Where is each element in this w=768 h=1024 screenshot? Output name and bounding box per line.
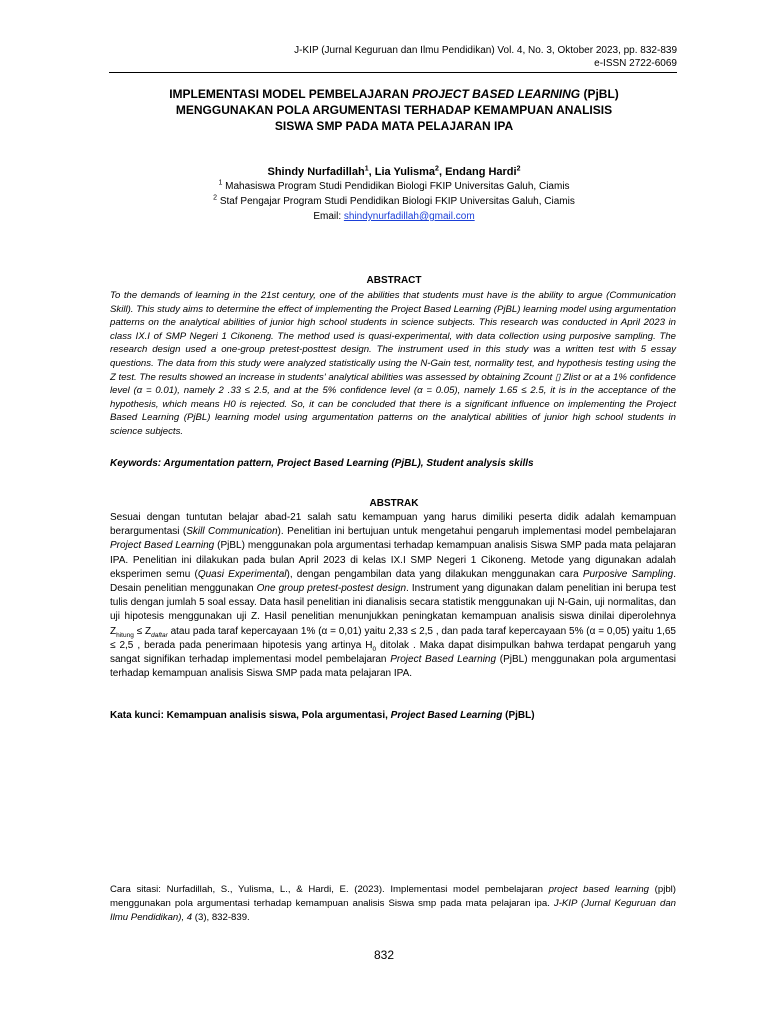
affiliation-2: $^2$ Staf Pengajar Program Studi Pendidikan Biologi FKIP Universitas Galuh, Ciamis <box>213 194 575 207</box>
keywords-english: Keywords: Argumentation pattern, Project Based Learning (PjBL), Student analysis skills <box>110 458 534 469</box>
email-link[interactable]: shindynurfadillah@gmail.com <box>343 211 475 222</box>
abstract-english: To the demands of learning in the 21st century, one of the abilities that students must have is the ability to argue (Communication Skill). This study aims to determine the effect of implementing the Project Based Learning (PjBL) learning model using argumentation patterns on the analytical abilities of junior high school students in science subjects. This research was conducted in April 2023 in class IX.I of SMP Negeri 1 Cikoneng. The method used is quasi-experimental, with data collection using purposive sampling. The research design used a one-group pretest-posttest design. The instrument used in this study was a written test with 5 essay questions. The data from this study were analyzed statistically using the N-Gain test, normality test, and hypothesis testing using the Z test. The results showed an increase in students' analytical abilities was assessed by obtaining Zcount ▯ Zlist or at a 1% confidence level (α = 0.01), namely 2 .33 ≤ 2.5, and at the 5% confidence level (α = 0.05), namely 1.65 ≤ 2.5, it is in the acceptance of the hypothesis, which means H0 is rejected. So, it can be concluded that there is a significant influence on implementing the Project Based Learning (PjBL) learning model using argumentation patterns on the analytical abilities of junior high school students in science subjects. <box>110 290 676 437</box>
header-rule <box>109 72 677 73</box>
running-header <box>117 44 677 70</box>
article-title: IMPLEMENTASI MODEL PEMBELAJARAN PROJECT BASED LEARNING (PjBL) MENGGUNAKAN POLA ARGUMENTASI TERHADAP KEMAMPUAN ANALISIS SISWA SMP PADA MATA PELAJARAN IPA <box>169 87 619 133</box>
journal-citation-line: J-KIP (Jurnal Keguruan dan Ilmu Pendidikan) Vol. 4, No. 3, Oktober 2023, pp. 832-839 <box>294 45 677 56</box>
abstract-indonesian: Sesuai dengan tuntutan belajar abad-21 salah satu kemampuan yang harus dimiliki peserta didik adalah kemampuan berargumentasi (Skill Communication). Penelitian ini bertujuan untuk mengetahui pengaruh implementasi model pembelajaran Project Based Learning (PjBL) menggunakan pola argumentasi terhadap kemampuan analisis Siswa SMP pada mata pelajaran IPA. Penelitian ini dilakukan pada bulan April 2023 di kelas IX.I SMP Negeri 1 Cikoneng. Metode yang digunakan adalah eksperimen semu (Quasi Experimental), dengan pengambilan data yang dilakukan menggunakan cara Purposive Sampling. Desain penelitian menggunakan One group pretest-postest design. Instrument yang digunakan dalam penelitian ini berupa test tulis dengan jumlah 5 soal essay. Data hasil penelitian ini dianalisis secara statistik menggunakan uji N-Gain, uji normalitas, dan uji hipotesis menggunakan uji Z. Hasil penelitian menunjukkan peningkatan kemampuan analisis siswa dinilai diperolehnya $Z_{hitung} \le Z_{daftar}$ atau pada taraf kepercayaan 1% (α = 0,01) yaitu 2,33 ≤ 2,5 , dan pada taraf kepercayaan 5% (α = 0,05) yaitu 1,65 ≤ 2,5 , berada pada penerimaan hipotesis yang artinya $H_0$ ditolak . Maka dapat disimpulkan bahwa terdapat pengaruh yang sangat signifikan terhadap implementasi model pembelajaran Project Based Learning (PjBL) menggunakan pola argumentasi terhadap kemampuan analisis Siswa SMP pada mata pelajaran IPA. <box>110 512 677 680</box>
citation-note: Cara sitasi: Nurfadillah, S., Yulisma, L., & Hardi, E. (2023). Implementasi model pembelajaran project based learning (pjbl) menggunakan pola argumentasi terhadap kemampuan analisis Siswa smp pada mata pelajaran ipa. J-KIP (Jurnal Keguruan dan Ilmu Pendidikan), 4 (3), 832-839. <box>110 884 676 923</box>
issn-line: e-ISSN 2722-6069 <box>594 58 677 69</box>
affiliation-1: $^1$ Mahasiswa Program Studi Pendidikan Biologi FKIP Universitas Galuh, Ciamis <box>218 179 570 192</box>
abstract-heading: ABSTRACT <box>366 275 422 286</box>
author-block <box>110 165 678 224</box>
keywords-indonesian: Kata kunci: Kemampuan analisis siswa, Pola argumentasi, Project Based Learning (PjBL) <box>110 710 535 721</box>
abstrak-heading: ABSTRAK <box>369 498 419 509</box>
email-line: Email: shindynurfadillah@gmail.com <box>313 211 475 222</box>
page-number: 832 <box>373 948 395 962</box>
author-names: Shindy Nurfadillah$^1$, Lia Yulisma$^2$, Endang Hardi$^2$ <box>267 165 521 178</box>
